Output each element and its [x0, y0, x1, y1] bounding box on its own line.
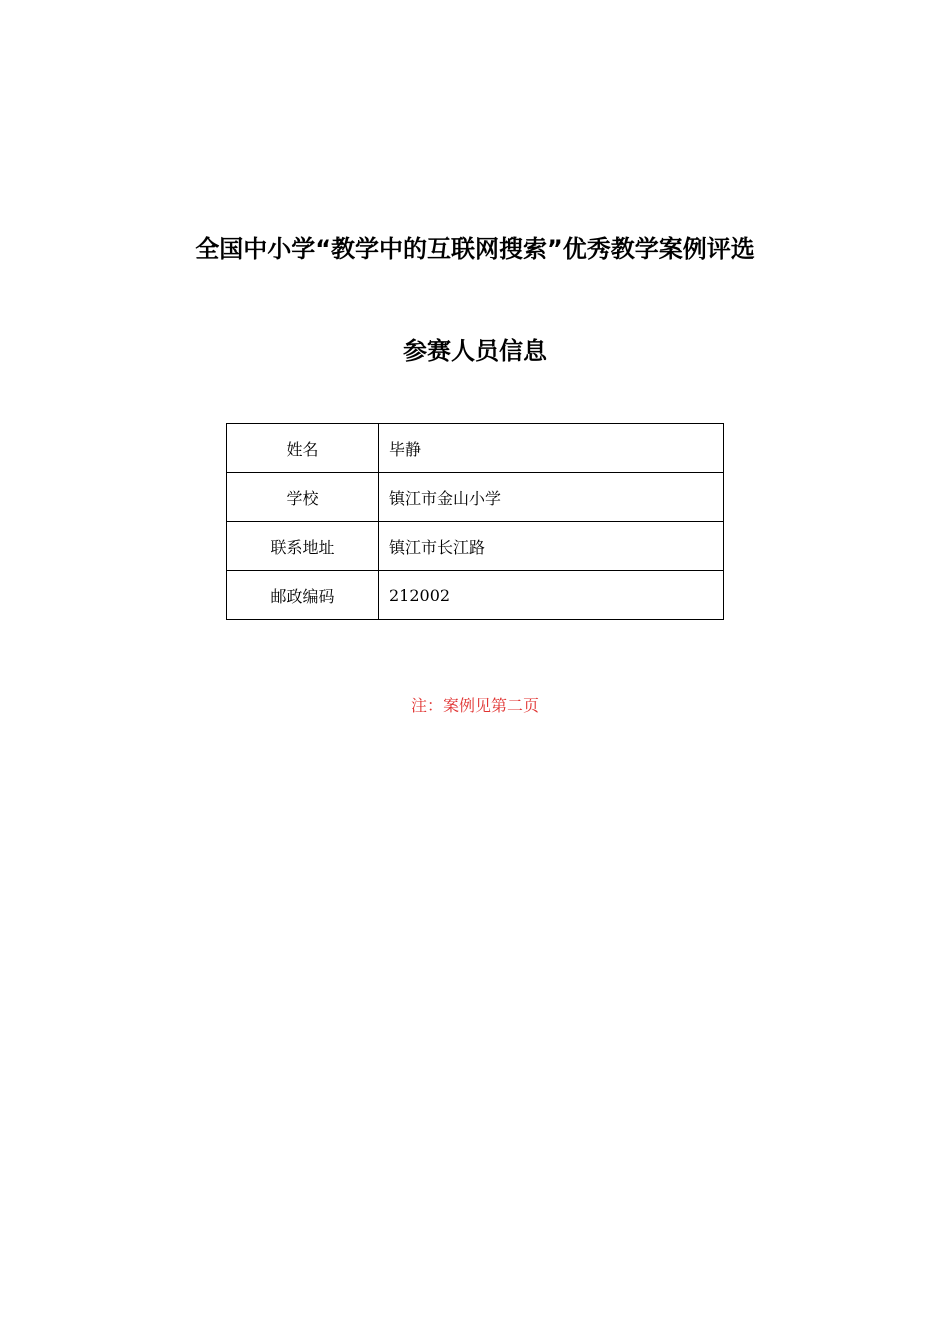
footnote: 注：案例见第二页 — [410, 696, 539, 715]
table-row — [227, 473, 724, 522]
table-row — [227, 424, 724, 473]
row-value-postcode: 212002 — [379, 571, 724, 620]
document-title: 全国中小学“教学中的互联网搜索”优秀教学案例评选 — [195, 235, 755, 263]
document-subtitle: 参赛人员信息 — [403, 337, 547, 365]
row-label-address: 联系地址 — [227, 522, 379, 571]
row-label-school: 学校 — [227, 473, 379, 522]
row-label-name: 姓名 — [227, 424, 379, 473]
table-row — [227, 571, 724, 620]
row-value-name: 毕静 — [379, 424, 724, 473]
table-row — [227, 522, 724, 571]
row-label-postcode: 邮政编码 — [227, 571, 379, 620]
row-value-address: 镇江市长江路 — [379, 522, 724, 571]
participant-info-table — [226, 423, 724, 620]
row-value-school: 镇江市金山小学 — [379, 473, 724, 522]
